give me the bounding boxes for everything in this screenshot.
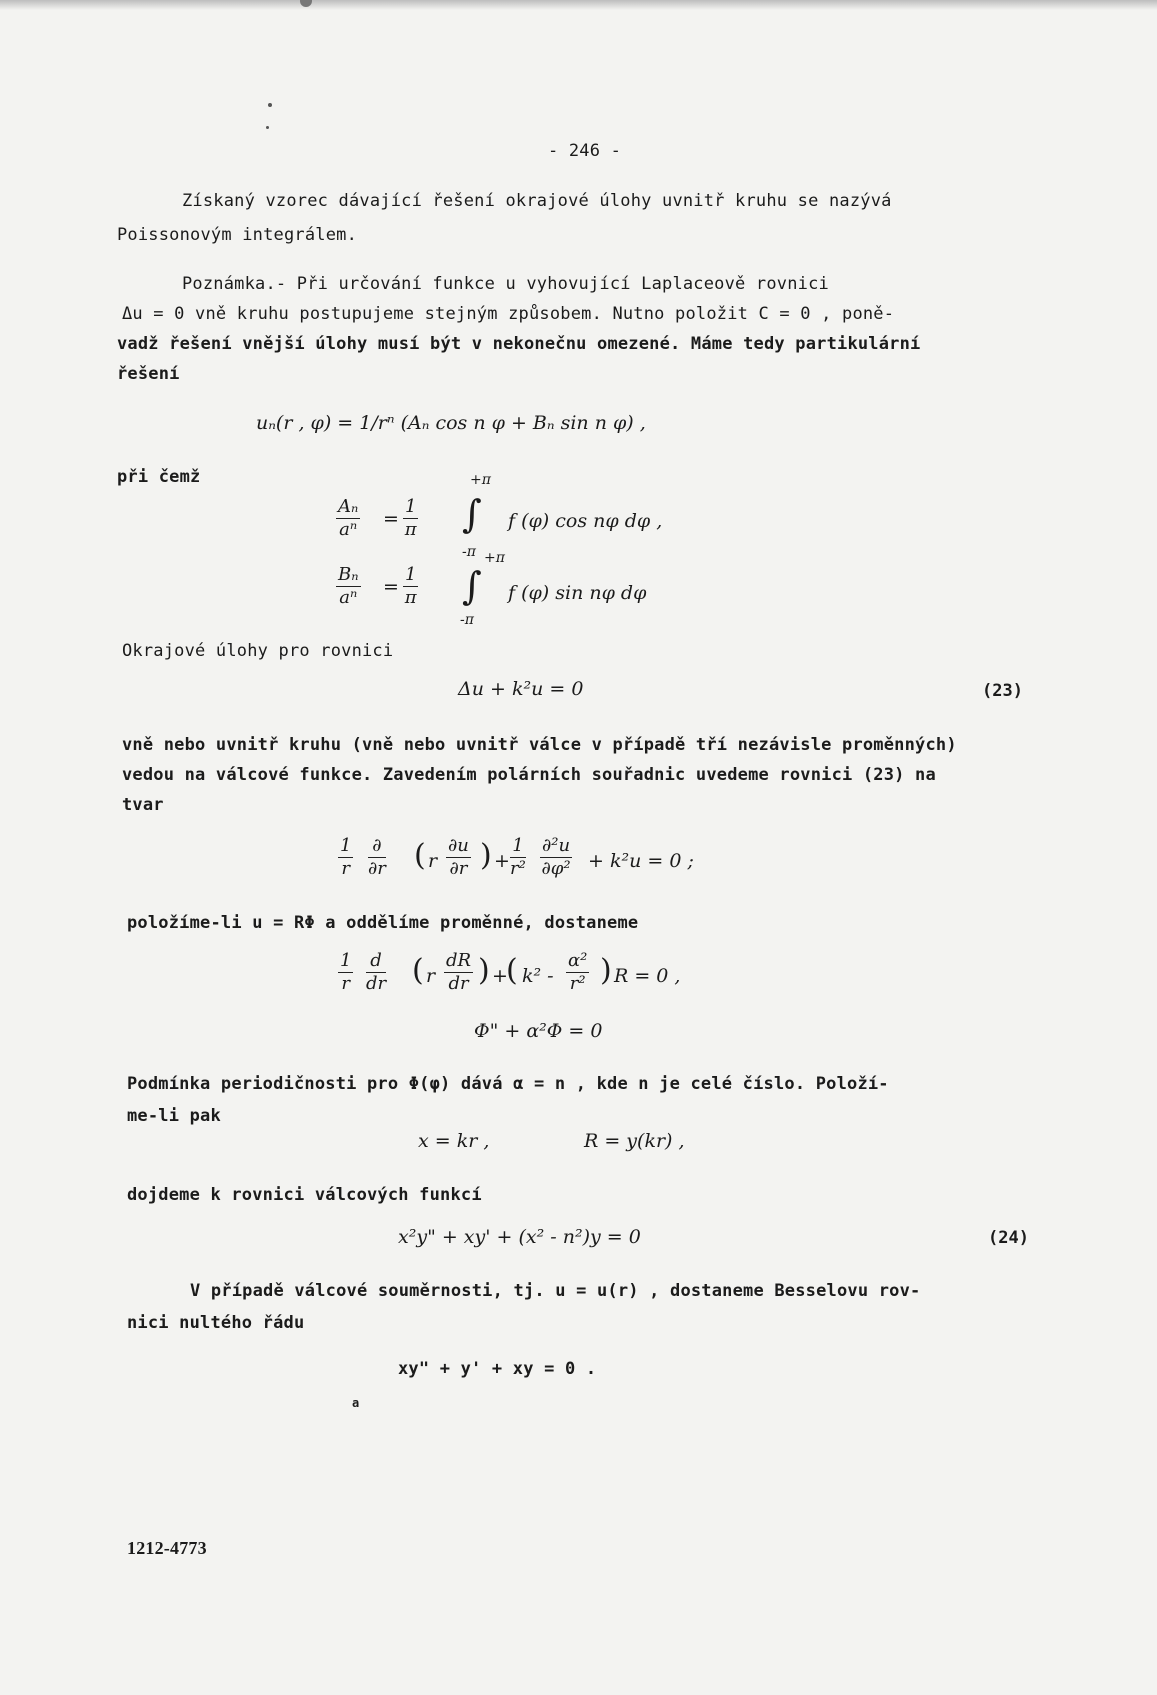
eq-a-rhs-numerator: 1 xyxy=(405,496,417,517)
polar-frac-3 xyxy=(510,835,526,880)
eq-b-integrand: f (φ) sin nφ dφ xyxy=(508,582,647,604)
vne-line3: tvar xyxy=(122,795,164,815)
scan-top-edge xyxy=(0,0,1157,10)
page-number: - 246 - xyxy=(548,141,622,161)
stray-mark: a xyxy=(352,1396,360,1410)
paren-close: ) xyxy=(478,953,490,988)
numerator: 1 xyxy=(340,950,352,971)
eq-b-lhs-fraction xyxy=(336,564,361,609)
podminka-line2: me-li pak xyxy=(127,1106,221,1126)
numerator: 1 xyxy=(340,835,352,856)
eq-b-lower-limit: -π xyxy=(460,612,474,628)
numerator: ∂u xyxy=(448,835,469,856)
eq-a-equals: = xyxy=(383,508,399,530)
eq-a-rhs-fraction xyxy=(403,496,418,541)
para1-line1: Získaný vzorec dávající řešení okrajové úlohy uvnitř kruhu se nazývá xyxy=(182,191,892,211)
eq-a-lower-limit: -π xyxy=(462,544,476,560)
denominator: dr xyxy=(366,973,387,994)
polar-r: r xyxy=(428,850,438,872)
equation-x-substitution: x = kr , xyxy=(418,1130,490,1152)
dojdeme-line: dojdeme k rovnici válcových funkcí xyxy=(127,1185,482,1205)
eq-b-equals: = xyxy=(383,576,399,598)
eq-b-upper-limit: +π xyxy=(484,550,505,566)
equation-24: x²y" + xy' + (x² - n²)y = 0 xyxy=(398,1226,641,1248)
eq-a-lhs-fraction xyxy=(336,496,360,541)
footer-code: 1212-4773 xyxy=(127,1538,207,1558)
vne-line1: vně nebo uvnitř kruhu (vně nebo uvnitř válce v případě tří nezávisle proměnných) xyxy=(122,735,957,755)
polozime-line: položíme-li u = RΦ a oddělíme proměnné, dostaneme xyxy=(127,913,639,933)
numerator: ∂²u xyxy=(542,835,571,856)
numerator: ∂ xyxy=(368,835,386,858)
eq-a-rhs-denominator: π xyxy=(404,519,417,540)
vne-line2: vedou na válcové funkce. Zavedením polárních souřadnic uvedeme rovnici (23) na xyxy=(122,765,936,785)
equation-R-substitution: R = y(kr) , xyxy=(584,1130,685,1152)
scan-speck xyxy=(266,126,269,129)
paren-open: ( xyxy=(506,953,518,988)
polar-tail: + k²u = 0 ; xyxy=(588,850,694,872)
numerator: α² xyxy=(568,950,588,971)
denominator: ∂r xyxy=(449,858,468,879)
eq-b-rhs-denominator: π xyxy=(404,587,417,608)
denominator: r xyxy=(341,858,351,879)
equation-phi: Φ" + α²Φ = 0 xyxy=(474,1020,603,1042)
equation-bessel: xy" + y' + xy = 0 . xyxy=(398,1359,597,1379)
note-line3: vadž řešení vnější úlohy musí být v nekonečnu omezené. Máme tedy partikulární xyxy=(117,334,921,354)
denominator: r xyxy=(341,973,351,994)
plus-sign: + xyxy=(494,850,510,872)
okrajove-line: Okrajové úlohy pro rovnici xyxy=(122,641,394,661)
note-line2: Δu = 0 vně kruhu postupujeme stejným způsobem. Nutno položit C = 0 , poně- xyxy=(122,304,895,324)
numerator: dR xyxy=(446,950,472,971)
equation-number-23: (23) xyxy=(982,681,1023,701)
numerator: 1 xyxy=(510,835,526,858)
para1-line2: Poissonovým integrálem. xyxy=(117,225,358,245)
polar-frac-2 xyxy=(368,835,386,880)
sep-r: r xyxy=(426,965,436,987)
denominator: r² xyxy=(569,973,586,994)
eq-b-lhs-numerator: Bₙ xyxy=(338,564,359,585)
numerator: d xyxy=(366,950,386,973)
denominator: ∂r xyxy=(368,858,386,879)
note-line4: řešení xyxy=(117,364,180,384)
pripade-line2: nici nultého řádu xyxy=(127,1313,305,1333)
pri-cemz-label: při čemž xyxy=(117,467,201,487)
eq-b-rhs-numerator: 1 xyxy=(405,564,417,585)
sep-alpha-frac xyxy=(566,950,589,995)
sep-inner-frac xyxy=(444,950,473,995)
denominator: ∂φ² xyxy=(541,858,571,879)
paren-open: ( xyxy=(414,838,426,873)
plus-sign: + xyxy=(492,965,508,987)
eq-b-rhs-fraction xyxy=(403,564,418,609)
sep-frac-1 xyxy=(338,950,353,995)
integral-sign: ∫ xyxy=(462,564,482,608)
note-line1: Poznámka.- Při určování funkce u vyhovující Laplaceově rovnici xyxy=(182,274,829,294)
paren-open: ( xyxy=(412,953,424,988)
polar-inner-frac xyxy=(446,835,471,880)
pripade-line1: V případě válcové souměrnosti, tj. u = u(r) , dostaneme Besselovu rov- xyxy=(190,1281,921,1301)
polar-frac-1 xyxy=(338,835,353,880)
sep-k2: k² - xyxy=(522,965,554,987)
equation-number-24: (24) xyxy=(988,1228,1029,1248)
paren-close: ) xyxy=(600,953,612,988)
podminka-line1: Podmínka periodičnosti pro Φ(φ) dává α = n , kde n je celé číslo. Položí- xyxy=(127,1074,889,1094)
integral-sign: ∫ xyxy=(462,492,482,536)
scan-speck xyxy=(268,103,272,107)
equation-um: uₙ(r , φ) = 1/rⁿ (Aₙ cos n φ + Bₙ sin n φ) , xyxy=(256,412,646,434)
eq-b-lhs-denominator: aⁿ xyxy=(339,587,358,608)
polar-frac-4 xyxy=(540,835,572,880)
paren-close: ) xyxy=(480,838,492,873)
equation-23: Δu + k²u = 0 xyxy=(458,678,584,700)
eq-a-integrand: f (φ) cos nφ dφ , xyxy=(508,510,663,532)
sep-tail: R = 0 , xyxy=(614,965,681,987)
eq-a-lhs-numerator: Aₙ xyxy=(338,496,359,517)
denominator: dr xyxy=(448,973,469,994)
denominator: r² xyxy=(510,858,526,879)
sep-frac-2 xyxy=(366,950,386,995)
eq-a-lhs-denominator: aⁿ xyxy=(339,519,358,540)
eq-a-upper-limit: +π xyxy=(470,472,491,488)
